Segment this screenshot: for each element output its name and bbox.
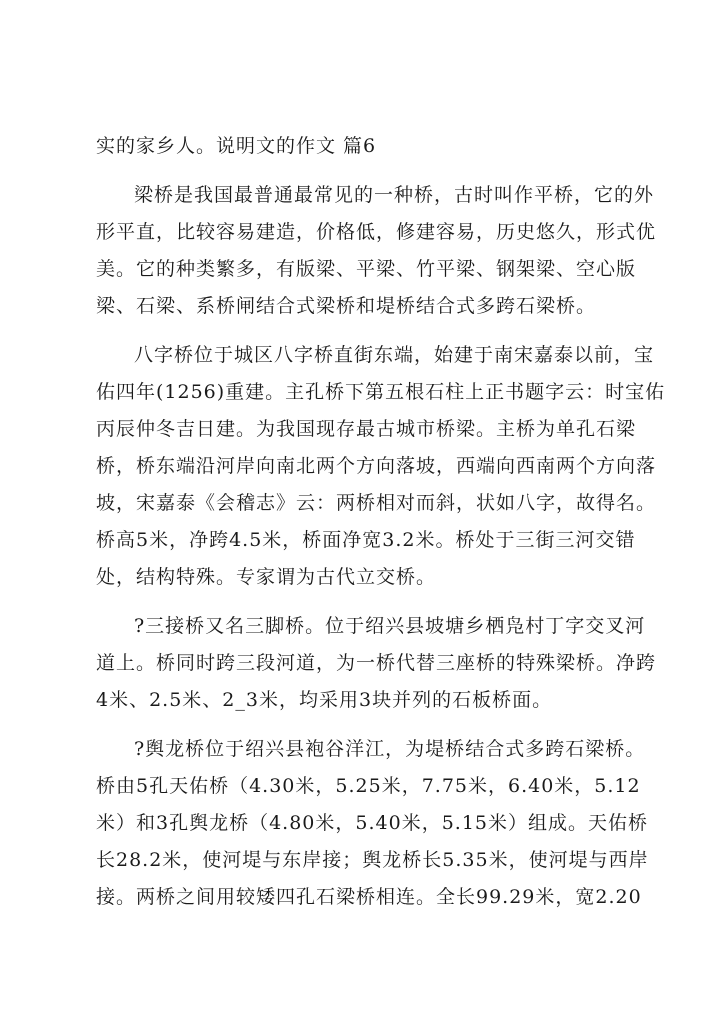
paragraph-1-line-2: 形平直，比较容易建造，价格低，修建容易，历史悠久，形式优: [96, 221, 657, 243]
document-body: [96, 128, 666, 916]
paragraph-4-line-2: 桥由5孔天佑桥（4.30米，5.25米，7.75米，6.40米，5.12: [96, 775, 641, 797]
paragraph-2-line-5: 坡，宋嘉泰《会稽志》云：两桥相对而斜，状如八字，故得名。: [96, 492, 657, 514]
paragraph-2-line-3: 丙辰仲冬吉日建。为我国现存最古城市桥梁。主桥为单孔石梁: [96, 418, 637, 440]
paragraph-1-line-3: 美。它的种类繁多，有版梁、平梁、竹平梁、钢架梁、空心版: [96, 258, 637, 280]
paragraph-1-line-1: 梁桥是我国最普通最常见的一种桥，古时叫作平桥，它的外: [134, 184, 655, 206]
paragraph-3-line-1: ?三接桥又名三脚桥。位于绍兴县坡塘乡栖凫村丁字交叉河: [134, 615, 646, 637]
paragraph-1-line-4: 梁、石梁、系桥闸结合式梁桥和堤桥结合式多跨石梁桥。: [96, 295, 597, 317]
paragraph-4-line-3: 米）和3孔舆龙桥（4.80米，5.40米，5.15米）组成。天佑桥: [96, 812, 649, 834]
paragraph-2-line-4: 桥，桥东端沿河岸向南北两个方向落坡，西端向西南两个方向落: [96, 455, 657, 477]
paragraph-4-line-5: 接。两桥之间用较矮四孔石梁桥相连。全长99.29米，宽2.20: [96, 886, 642, 908]
paragraph-2-line-6: 桥高5米，净跨4.5米，桥面净宽3.2米。桥处于三街三河交错: [96, 529, 636, 551]
heading-line: 实的家乡人。说明文的作文 篇6: [96, 135, 377, 157]
paragraph-4-line-4: 长28.2米，使河堤与东岸接；舆龙桥长5.35米，使河堤与西岸: [96, 849, 649, 871]
paragraph-3-line-3: 4米、2.5米、2_3米，均采用3块并列的石板桥面。: [96, 689, 553, 711]
paragraph-2-line-2: 佑四年(1256)重建。主孔桥下第五根石柱上正书题字云：时宝佑: [96, 381, 666, 403]
paragraph-3-line-2: 道上。桥同时跨三段河道，为一桥代替三座桥的特殊梁桥。净跨: [96, 652, 657, 674]
paragraph-2-line-1: 八字桥位于城区八字桥直街东端，始建于南宋嘉泰以前，宝: [134, 344, 655, 366]
paragraph-4-line-1: ?舆龙桥位于绍兴县袍谷洋江，为堤桥结合式多跨石梁桥。: [134, 738, 646, 760]
paragraph-2-line-7: 处，结构特殊。专家谓为古代立交桥。: [96, 566, 437, 588]
